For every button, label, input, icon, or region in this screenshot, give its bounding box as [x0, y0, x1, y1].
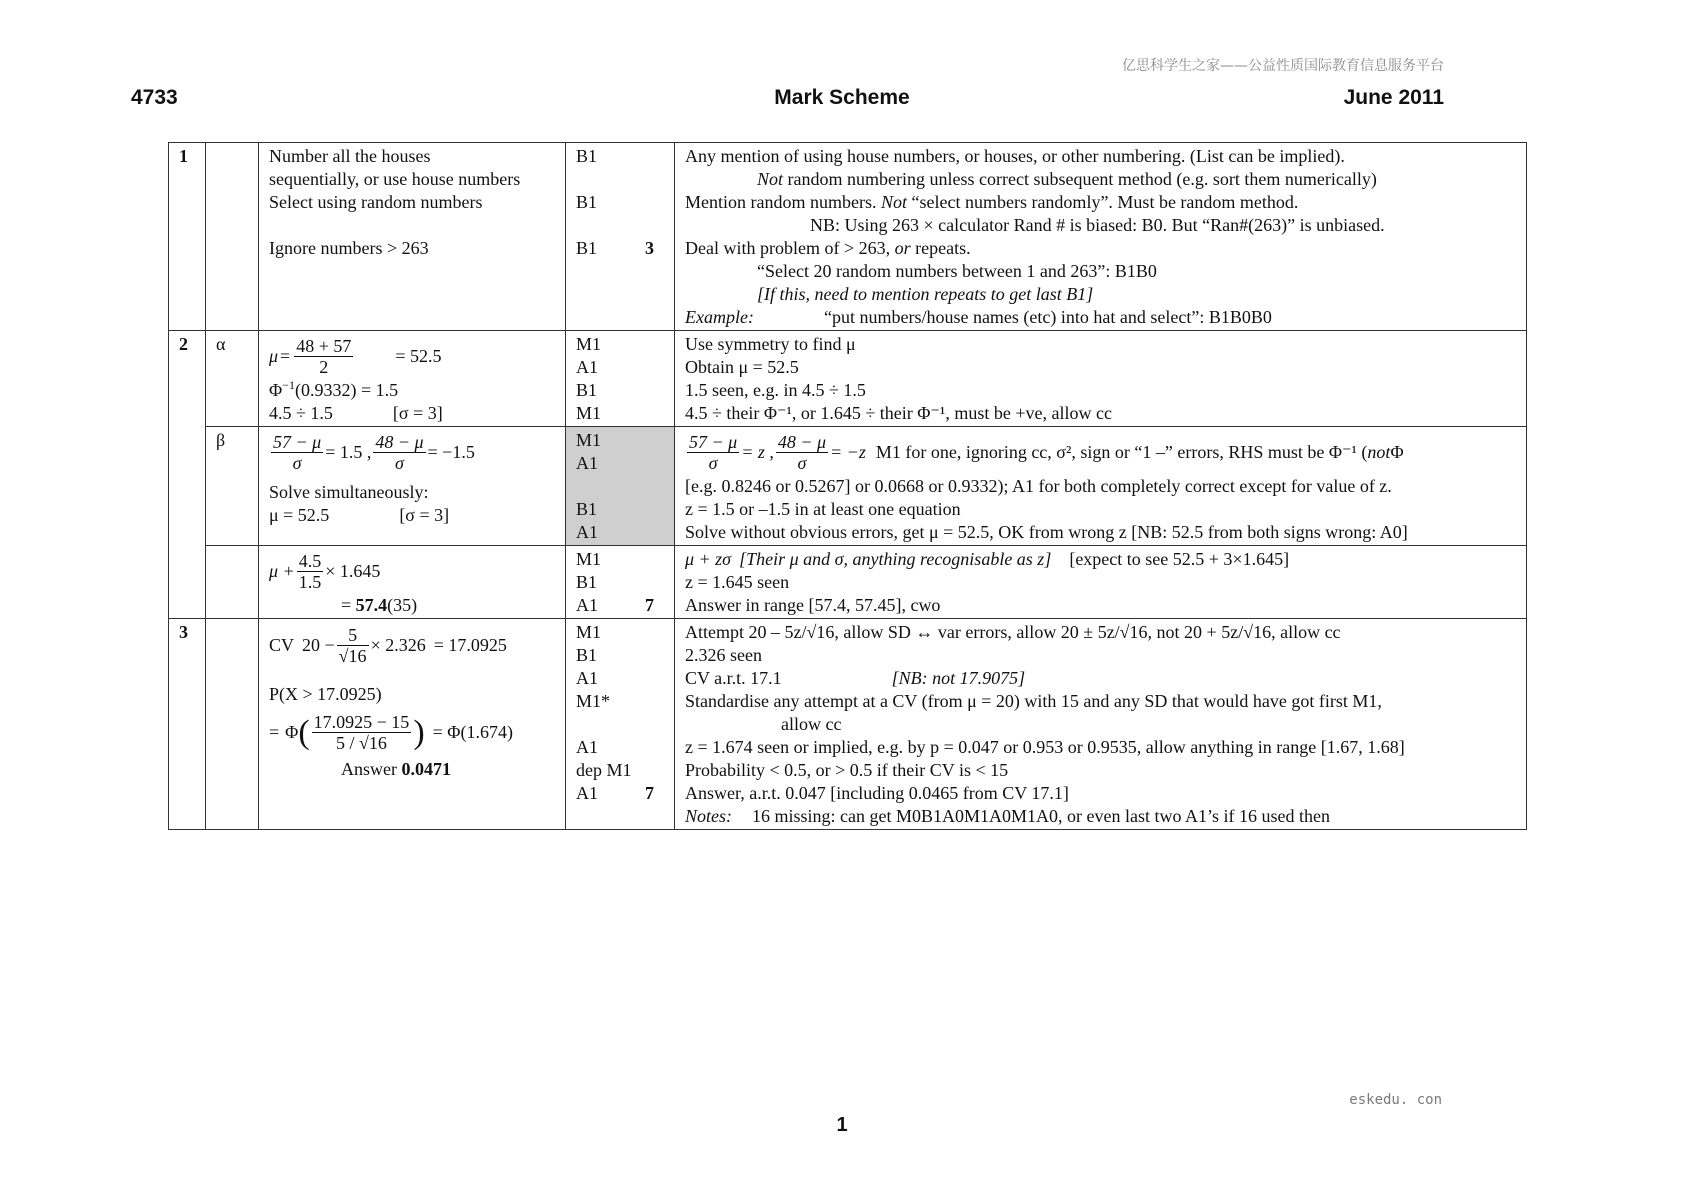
answer-line: 4.5 ÷ 1.5 [σ = 3]: [269, 403, 443, 423]
final-answer: = 57.4(35): [341, 595, 418, 615]
marks-cell: M1 B1 A1 7: [566, 546, 675, 619]
mark-total: 3: [645, 238, 654, 258]
guidance-line: Solve without obvious errors, get μ = 52.5, OK from wrong z [NB: 52.5 from both signs wrong: A0]: [685, 522, 1408, 542]
guidance-line: Answer in range [57.4, 57.45], cwo: [685, 595, 941, 615]
question-1-row: [169, 143, 1527, 331]
guidance-line: [e.g. 0.8246 or 0.5267] or 0.0668 or 0.9332); A1 for both completely correct except for value of z.: [685, 476, 1392, 496]
answer-line: $\Phi^{-1}(0.9332) = 1.5$: [269, 378, 399, 400]
answer-line: Number all the houses: [269, 146, 431, 166]
part-label: [206, 143, 259, 331]
answer-cell: [259, 546, 566, 619]
part-label: β: [206, 427, 259, 546]
answer-line: Select using random numbers: [269, 192, 483, 212]
mark: B1: [576, 146, 598, 166]
guidance-line: Attempt 20 – 5z/√16, allow SD ↔ var errors, allow 20 ± 5z/√16, not 20 + 5z/√16, allow cc: [685, 622, 1341, 642]
mark: B1: [576, 192, 598, 212]
guidance-line: Not random numbering unless correct subsequent method (e.g. sort them numerically): [757, 169, 1377, 189]
mark-scheme-table: [168, 142, 1527, 830]
guidance-line: Probability < 0.5, or > 0.5 if their CV is < 15: [685, 760, 1009, 780]
guidance-line: 1.5 seen, e.g. in 4.5 ÷ 1.5: [685, 380, 866, 400]
guidance-line: NB: Using 263 × calculator Rand # is biased: B0. But “Ran#(263)” is unbiased.: [810, 215, 1385, 235]
guidance-line: z = 1.674 seen or implied, e.g. by p = 0.047 or 0.953 or 0.9535, allow anything in range [1.67, 1.68]: [685, 737, 1405, 757]
mark-row: [576, 237, 668, 260]
marks-cell: [566, 143, 675, 331]
mark-total: 7: [645, 783, 654, 803]
page-number: 1: [836, 1114, 848, 1136]
guidance-line: Use symmetry to find μ: [685, 334, 856, 354]
guidance-cell: [675, 331, 1527, 427]
watermark-bottom: eskedu. con: [1349, 1092, 1442, 1108]
answer-line: Ignore numbers > 263: [269, 238, 429, 258]
guidance-cell: [675, 619, 1527, 830]
answer-cell: [259, 331, 566, 427]
guidance-cell: [675, 143, 1527, 331]
watermark-top: 亿思科学生之家——公益性质国际教育信息服务平台: [1122, 58, 1444, 74]
guidance-line: 2.326 seen: [685, 645, 762, 665]
answer-line: Solve simultaneously:: [269, 482, 429, 502]
part-label: α: [206, 331, 259, 427]
mark: B1: [576, 238, 598, 258]
marks-cell: M1 B1 A1 M1* A1 dep M1 A1 7: [566, 619, 675, 830]
guidance-line: z = 1.5 or –1.5 in at least one equation: [685, 499, 961, 519]
guidance-line: z = 1.645 seen: [685, 572, 790, 592]
answer-cell: [259, 143, 566, 331]
final-answer: Answer 0.0471: [341, 759, 451, 779]
simultaneous-equations: $\frac{57 - \mu}{\sigma}$ = 1.5 , $\frac{48 - \mu}{\sigma}$ = −1.5: [273, 431, 475, 473]
guidance-line: Deal with problem of > 263, or repeats.: [685, 238, 971, 258]
guidance-line: [If this, need to mention repeats to get last B1]: [757, 284, 1094, 304]
guidance-line: Any mention of using house numbers, or houses, or other numbering. (List can be implied).: [685, 146, 1345, 166]
guidance-line: Mention random numbers. Not “select numbers randomly”. Must be random method.: [685, 192, 1299, 212]
answer-cell: [259, 427, 566, 546]
question-2-beta-row: [169, 427, 1527, 546]
guidance-line: μ + zσ [Their μ and σ, anything recognisable as z] [expect to see 52.5 + 3×1.645]: [685, 549, 1290, 569]
marks-cell: M1 A1 B1 A1: [566, 427, 675, 546]
guidance-line: Standardise any attempt at a CV (from μ = 20) with 15 and any SD that would have got first M1,: [685, 691, 1382, 711]
question-2-alpha-row: [169, 331, 1527, 427]
critical-value-expression: CV 20 − $\frac{5}{√16}$ × 2.326 = 17.0925: [269, 624, 507, 666]
upper-bound-expression: μ + $\frac{4.5}{1.5}$ × 1.645: [269, 550, 381, 592]
question-number: 3: [169, 619, 206, 830]
page-title: Mark Scheme: [774, 86, 910, 109]
answer-line: P(X > 17.0925): [269, 684, 382, 704]
guidance-cell: [675, 427, 1527, 546]
guidance-line: Example: “put numbers/house names (etc) into hat and select”: B1B0B0: [685, 307, 1272, 327]
question-number: 2: [169, 331, 206, 619]
mean-fraction: μ = $\frac{48 + 57}{2}$ = 52.5: [269, 335, 442, 377]
guidance-line: allow cc: [781, 714, 842, 734]
question-3-row: [169, 619, 1527, 830]
paper-code: 4733: [131, 86, 178, 109]
part-label: [206, 619, 259, 830]
question-number: 1: [169, 143, 206, 331]
question-2-gamma-row: [169, 546, 1527, 619]
guidance-line: 4.5 ÷ their Φ⁻¹, or 1.645 ÷ their Φ⁻¹, must be +ve, allow cc: [685, 403, 1112, 423]
answer-cell: [259, 619, 566, 830]
guidance-line: $\frac{57 - \mu}{\sigma}$ = z , $\frac{48 - \mu}{\sigma}$ = −z M1 for one, ignoring cc, σ², sign or “1 –” errors, RHS must be Φ⁻¹ ( not Φ: [689, 431, 1404, 473]
answer-line: sequentially, or use house numbers: [269, 169, 521, 189]
marks-cell: M1 A1 B1 M1: [566, 331, 675, 427]
guidance-line: “Select 20 random numbers between 1 and 263”: B1B0: [757, 261, 1157, 281]
guidance-line: Answer, a.r.t. 0.047 [including 0.0465 from CV 17.1]: [685, 783, 1069, 803]
guidance-line: Notes: 16 missing: can get M0B1A0M1A0M1A0, or even last two A1’s if 16 used then: [685, 806, 1330, 826]
exam-session: June 2011: [1343, 86, 1444, 109]
guidance-line: CV a.r.t. 17.1 [NB: not 17.9075]: [685, 668, 1026, 688]
part-label: [206, 546, 259, 619]
guidance-cell: [675, 546, 1527, 619]
mark-total: 7: [645, 595, 654, 615]
guidance-line: Obtain μ = 52.5: [685, 357, 799, 377]
answer-line: μ = 52.5 [σ = 3]: [269, 505, 450, 525]
standardisation: = Φ ( $\frac{17.0925 - 15}{5 / √16}$ ) = Φ(1.674): [269, 711, 513, 753]
